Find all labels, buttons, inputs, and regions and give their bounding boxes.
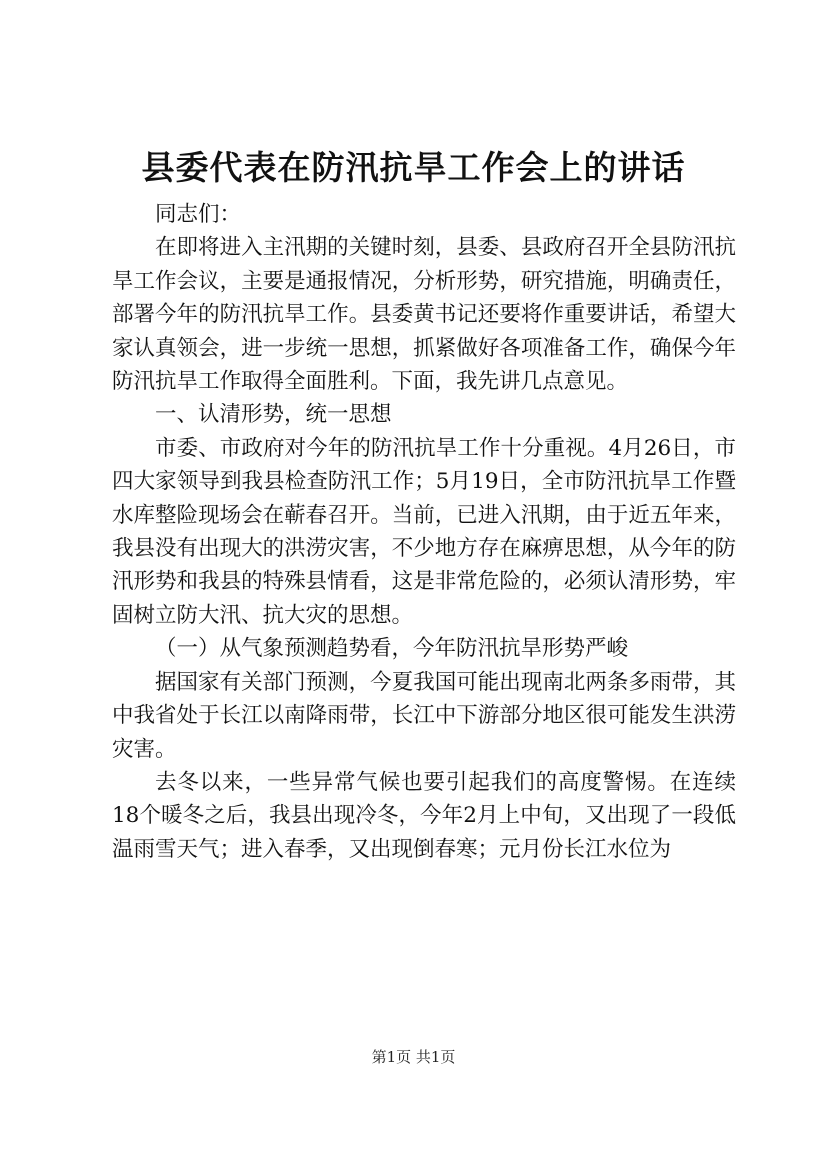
document-title: 县委代表在防汛抗旱工作会上的讲话	[141, 148, 686, 187]
paragraph-weather: 去冬以来，一些异常气候也要引起我们的高度警惕。在连续18个暖冬之后，我县出现冷冬，今年2月上中旬，又出现了一段低温雨雪天气；进入春季，又出现倒春寒；元月份长江水位为	[112, 769, 736, 862]
subsection-heading-1: （一）从气象预测趋势看，今年防汛抗旱形势严峻	[155, 636, 629, 662]
paragraph-salutation: 同志们：	[155, 202, 242, 227]
paragraph-situation: 市委、市政府对今年的防汛抗旱工作十分重视。4月26日，市四大家领导到我县检查防汛工作；5月19日，全市防汛抗旱工作暨水库整险现场会在蕲春召开。当前，已进入汛期，由于近五年来，我县没有出现大的洪涝灾害，不少地方存在麻痹思想，从今年的防汛形势和我县的特殊县情看，这是非常危险的，必须认清形势，牢固树立防大汛、抗大灾的思想。	[112, 435, 736, 628]
page-number-footer: 第1页 共1页	[371, 1048, 456, 1066]
paragraph-intro: 在即将进入主汛期的关键时刻，县委、县政府召开全县防汛抗旱工作会议，主要是通报情况，分析形势，研究措施，明确责任，部署今年的防汛抗旱工作。县委黄书记还要将作重要讲话，希望大家认真领会，进一步统一思想，抓紧做好各项准备工作，确保今年防汛抗旱工作取得全面胜利。下面，我先讲几点意见。	[112, 235, 736, 395]
section-heading-1: 一、认清形势，统一思想	[155, 402, 392, 428]
paragraph-forecast: 据国家有关部门预测，今夏我国可能出现南北两条多雨带，其中我省处于长江以南降雨带，长江中下游部分地区很可能发生洪涝灾害。	[112, 669, 736, 762]
document-body	[112, 198, 736, 866]
